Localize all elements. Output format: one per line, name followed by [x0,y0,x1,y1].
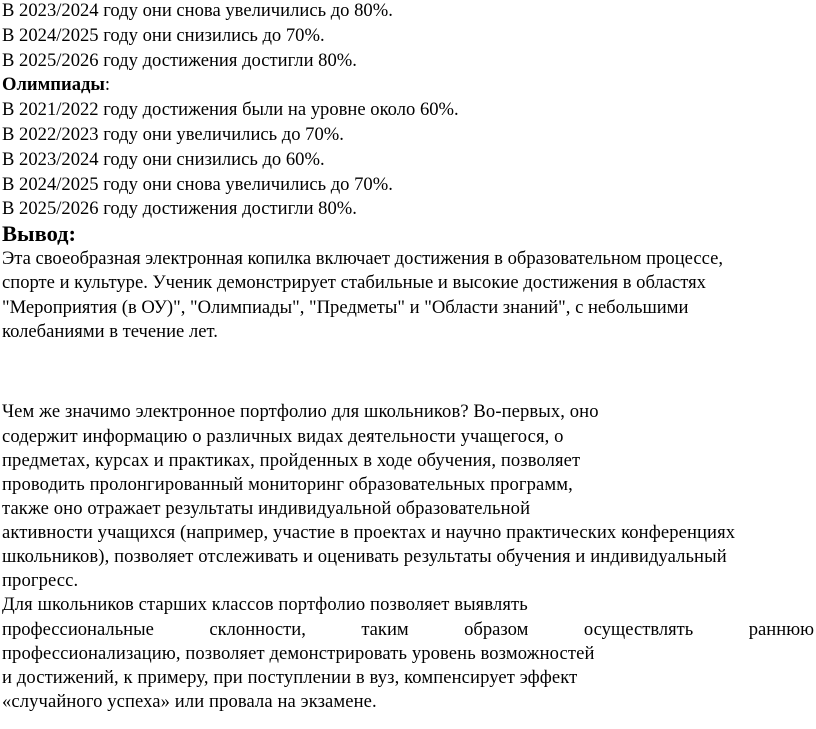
justified-word: таким [361,619,409,640]
text-line: "Мероприятия (в ОУ)", "Олимпиады", "Предметы" и "Области знаний", с небольшими [2,297,689,318]
text-line: прогресс. [2,570,79,591]
text-line: Для школьников старших классов портфолио позволяет выявлять [2,594,528,615]
text-line: колебаниями в течение лет. [2,321,218,342]
text-line: предметах, курсах и практиках, пройденных в ходе обучения, позволяет [2,450,581,471]
text-line: активности учащихся (например, участие в проектах и научно практических конференциях [2,522,736,543]
text-line: В 2023/2024 году они снова увеличились до 80%. [2,0,393,21]
text-line: В 2023/2024 году они снизились до 60%. [2,149,325,170]
text-line: проводить пролонгированный мониторинг образовательных программ, [2,474,573,495]
text-line: В 2022/2023 году они увеличились до 70%. [2,124,344,145]
text-line: и достижений, к примеру, при поступлении в вуз, компенсирует эффект [2,667,578,688]
text-line: В 2021/2022 году достижения были на уровне около 60%. [2,99,459,120]
olympiads-heading: Олимпиады [2,74,105,95]
justified-word: склонности, [209,619,306,640]
text-line: В 2025/2026 году достижения достигли 80%. [2,50,357,71]
text-line: В 2025/2026 году достижения достигли 80%. [2,198,357,219]
text-line: «случайного успеха» или провала на экзамене. [2,691,377,712]
olympiads-colon: : [104,74,111,95]
text-line: также оно отражает результаты индивидуальной образовательной [2,498,531,519]
text-line: Чем же значимо электронное портфолио для школьников? Во-первых, оно [2,401,599,422]
justified-word: раннюю [748,619,814,640]
justified-word: образом [464,619,529,640]
justified-line [2,619,814,641]
text-line: В 2024/2025 году они снизились до 70%. [2,25,325,46]
text-line: спорте и культуре. Ученик демонстрирует стабильные и высокие достижения в областях [2,272,706,293]
conclusion-heading: Вывод: [2,221,77,246]
text-line: школьников), позволяет отслеживать и оценивать результаты обучения и индивидуальный [2,546,727,567]
justified-word: профессиональные [2,619,154,640]
olympiads-heading-line [2,74,110,96]
text-line: Эта своеобразная электронная копилка включает достижения в образовательном процессе, [2,248,724,269]
text-line: В 2024/2025 году они снова увеличились до 70%. [2,174,393,195]
text-line: содержит информацию о различных видах деятельности учащегося, о [2,426,564,447]
justified-word: осуществлять [583,619,694,640]
text-line: профессионализацию, позволяет демонстрировать уровень возможностей [2,643,595,664]
